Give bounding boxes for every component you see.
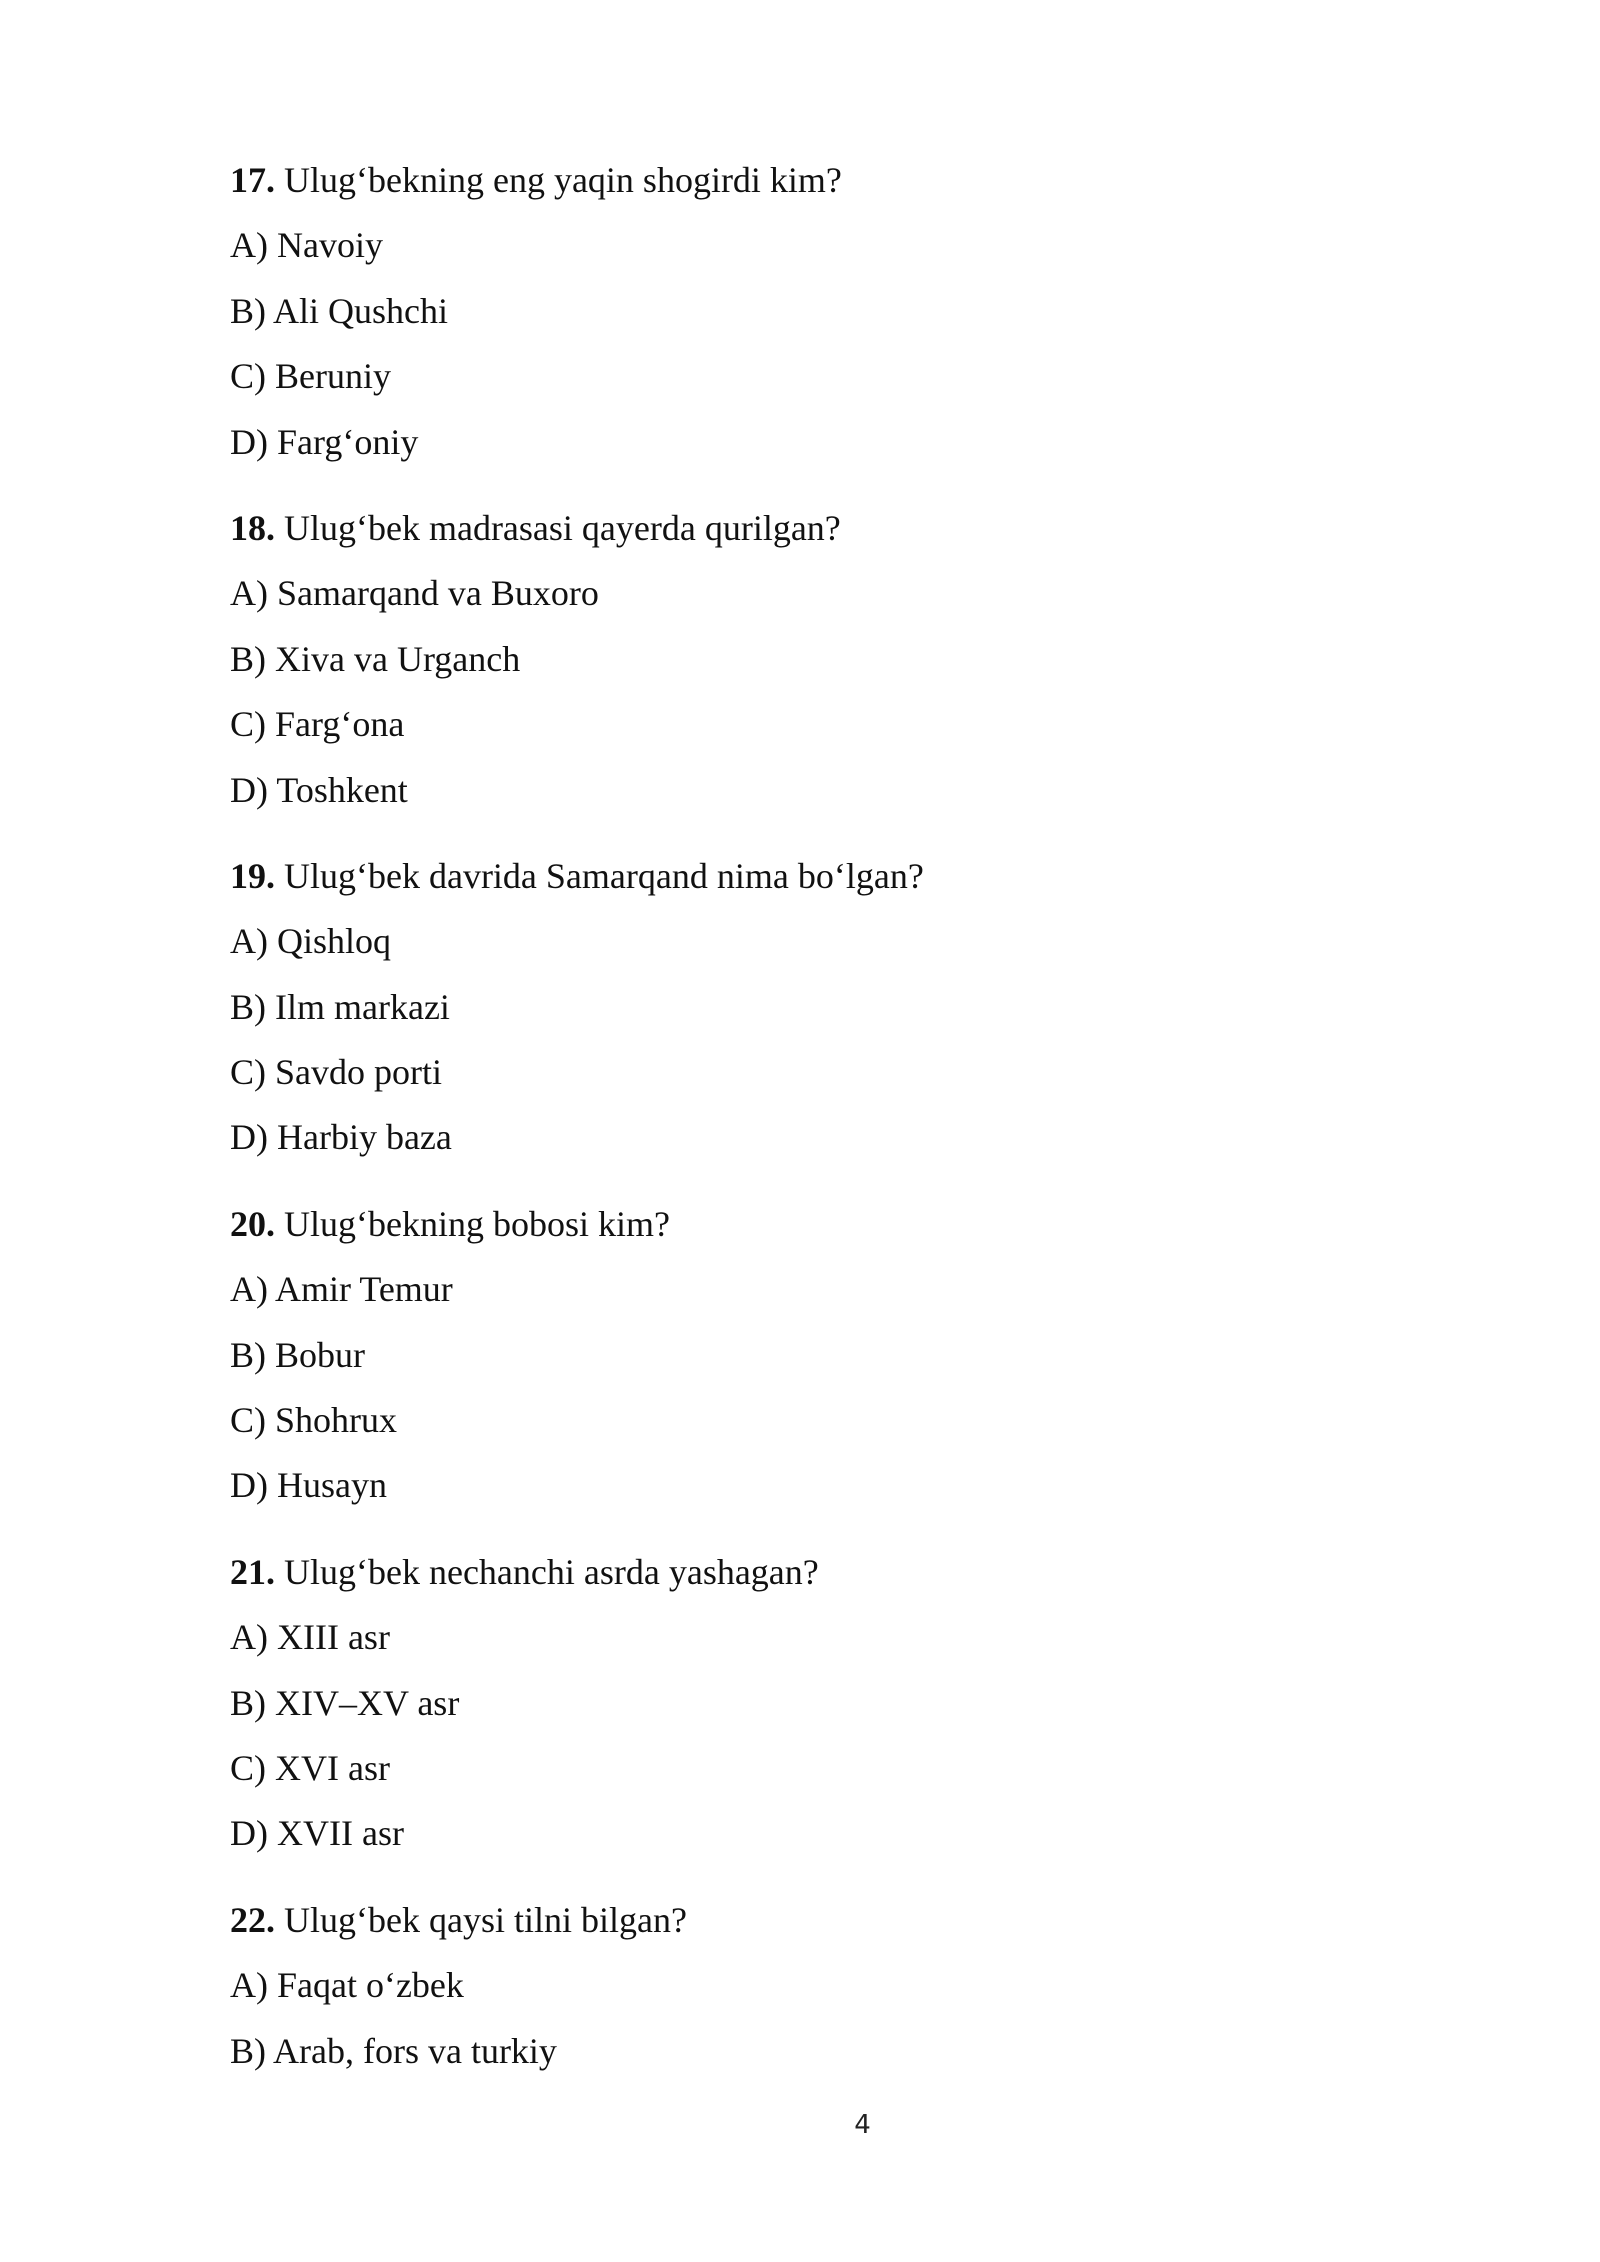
- question-text: Ulug‘bek nechanchi asrda yashagan?: [284, 1551, 819, 1592]
- question-17: [230, 148, 1430, 475]
- question-text: Ulug‘bek qaysi tilni bilgan?: [284, 1899, 687, 1940]
- question-line: [230, 1540, 1430, 1605]
- question-number: 17.: [230, 160, 275, 200]
- answer-option: A) Samarqand va Buxoro: [230, 573, 599, 614]
- question-number: 21.: [230, 1551, 275, 1592]
- answer-option: D) Toshkent: [230, 769, 408, 810]
- answer-option: C) Farg‘ona: [230, 704, 405, 745]
- answer-option: A) Faqat o‘zbek: [230, 1965, 464, 2006]
- answer-option: B) Bobur: [230, 1334, 365, 1375]
- question-line: [230, 1888, 1430, 1953]
- answer-option: C) Beruniy: [230, 356, 391, 397]
- question-text: Ulug‘bekning eng yaqin shogirdi kim?: [284, 160, 842, 200]
- answer-option: B) Xiva va Urganch: [230, 638, 521, 679]
- question-line: [230, 496, 1430, 561]
- answer-option: A) Qishloq: [230, 921, 391, 962]
- question-19: [230, 844, 1430, 1171]
- question-text: Ulug‘bek davrida Samarqand nima bo‘lgan?: [284, 855, 924, 896]
- question-21: [230, 1540, 1430, 1867]
- answer-option: B) Ilm markazi: [230, 986, 450, 1027]
- question-20: [230, 1192, 1430, 1519]
- question-line: [230, 148, 1430, 213]
- answer-option: B) XIV–XV asr: [230, 1682, 460, 1723]
- answer-option: A) XIII asr: [230, 1617, 390, 1658]
- answer-option: B) Ali Qushchi: [230, 290, 449, 331]
- answer-option: C) XVI asr: [230, 1747, 390, 1788]
- answer-option: D) XVII asr: [230, 1813, 404, 1854]
- answer-option: D) Farg‘oniy: [230, 421, 419, 462]
- question-text: Ulug‘bekning bobosi kim?: [284, 1203, 670, 1244]
- question-number: 18.: [230, 507, 275, 548]
- answer-option: D) Harbiy baza: [230, 1117, 452, 1158]
- question-number: 22.: [230, 1899, 275, 1940]
- page-number: 4: [854, 2110, 871, 2140]
- question-number: 19.: [230, 855, 275, 896]
- answer-option: B) Arab, fors va turkiy: [230, 2030, 557, 2071]
- question-list: [230, 148, 1430, 2105]
- answer-option: A) Amir Temur: [230, 1269, 453, 1310]
- answer-option: C) Shohrux: [230, 1400, 398, 1441]
- question-line: [230, 844, 1430, 909]
- question-22: [230, 1888, 1430, 2084]
- question-text: Ulug‘bek madrasasi qayerda qurilgan?: [284, 507, 841, 548]
- answer-option: D) Husayn: [230, 1465, 387, 1506]
- question-18: [230, 496, 1430, 823]
- question-line: [230, 1192, 1430, 1257]
- question-number: 20.: [230, 1203, 275, 1244]
- answer-option: C) Savdo porti: [230, 1052, 442, 1093]
- answer-option: A) Navoiy: [230, 225, 383, 266]
